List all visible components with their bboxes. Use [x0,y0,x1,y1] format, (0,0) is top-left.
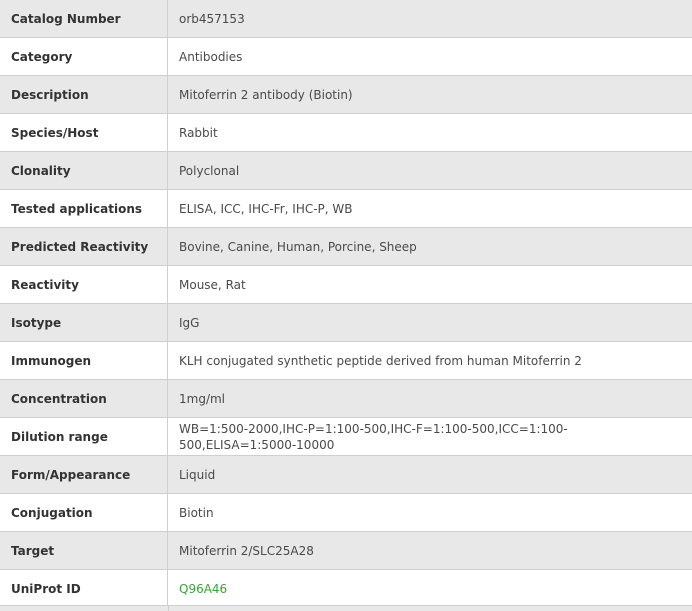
spec-row-dilution-range [0,418,692,456]
spec-row-form-appearance [0,456,692,494]
next-row-partial [0,605,692,611]
spec-value: Liquid [168,456,692,494]
spec-label: UniProt ID [0,570,168,608]
spec-value: KLH conjugated synthetic peptide derived from human Mitoferrin 2 [168,342,692,380]
spec-label: Concentration [0,380,168,418]
spec-label: Isotype [0,304,168,342]
spec-row-conjugation [0,494,692,532]
spec-row-target [0,532,692,570]
spec-value: WB=1:500-2000,IHC-P=1:100-500,IHC-F=1:100-500,ICC=1:100-500,ELISA=1:5000-10000 [168,418,692,456]
spec-value: Bovine, Canine, Human, Porcine, Sheep [168,228,692,266]
spec-label: Conjugation [0,494,168,532]
spec-row-catalog-number [0,0,692,38]
spec-row-predicted-reactivity [0,228,692,266]
spec-label: Dilution range [0,418,168,456]
spec-row-tested-applications [0,190,692,228]
spec-label: Category [0,38,168,76]
spec-value: ELISA, ICC, IHC-Fr, IHC-P, WB [168,190,692,228]
spec-label: Species/Host [0,114,168,152]
spec-label: Description [0,76,168,114]
spec-value: Antibodies [168,38,692,76]
spec-value: IgG [168,304,692,342]
spec-label: Catalog Number [0,0,168,38]
column-divider [168,606,169,611]
spec-row-species-host [0,114,692,152]
spec-label: Immunogen [0,342,168,380]
spec-value: 1mg/ml [168,380,692,418]
spec-value: Mitoferrin 2 antibody (Biotin) [168,76,692,114]
spec-row-description [0,76,692,114]
spec-row-isotype [0,304,692,342]
spec-label: Target [0,532,168,570]
spec-row-clonality [0,152,692,190]
spec-label: Reactivity [0,266,168,304]
spec-value: orb457153 [168,0,692,38]
spec-row-category [0,38,692,76]
spec-row-reactivity [0,266,692,304]
spec-row-uniprot-id [0,570,692,608]
spec-row-immunogen [0,342,692,380]
spec-value: Polyclonal [168,152,692,190]
spec-value: Mouse, Rat [168,266,692,304]
spec-value: Rabbit [168,114,692,152]
spec-label: Predicted Reactivity [0,228,168,266]
spec-label: Tested applications [0,190,168,228]
spec-value: Mitoferrin 2/SLC25A28 [168,532,692,570]
spec-value: Biotin [168,494,692,532]
spec-label: Form/Appearance [0,456,168,494]
uniprot-id-link[interactable]: Q96A46 [179,582,227,596]
spec-value-cell [168,570,692,608]
spec-row-concentration [0,380,692,418]
spec-label: Clonality [0,152,168,190]
